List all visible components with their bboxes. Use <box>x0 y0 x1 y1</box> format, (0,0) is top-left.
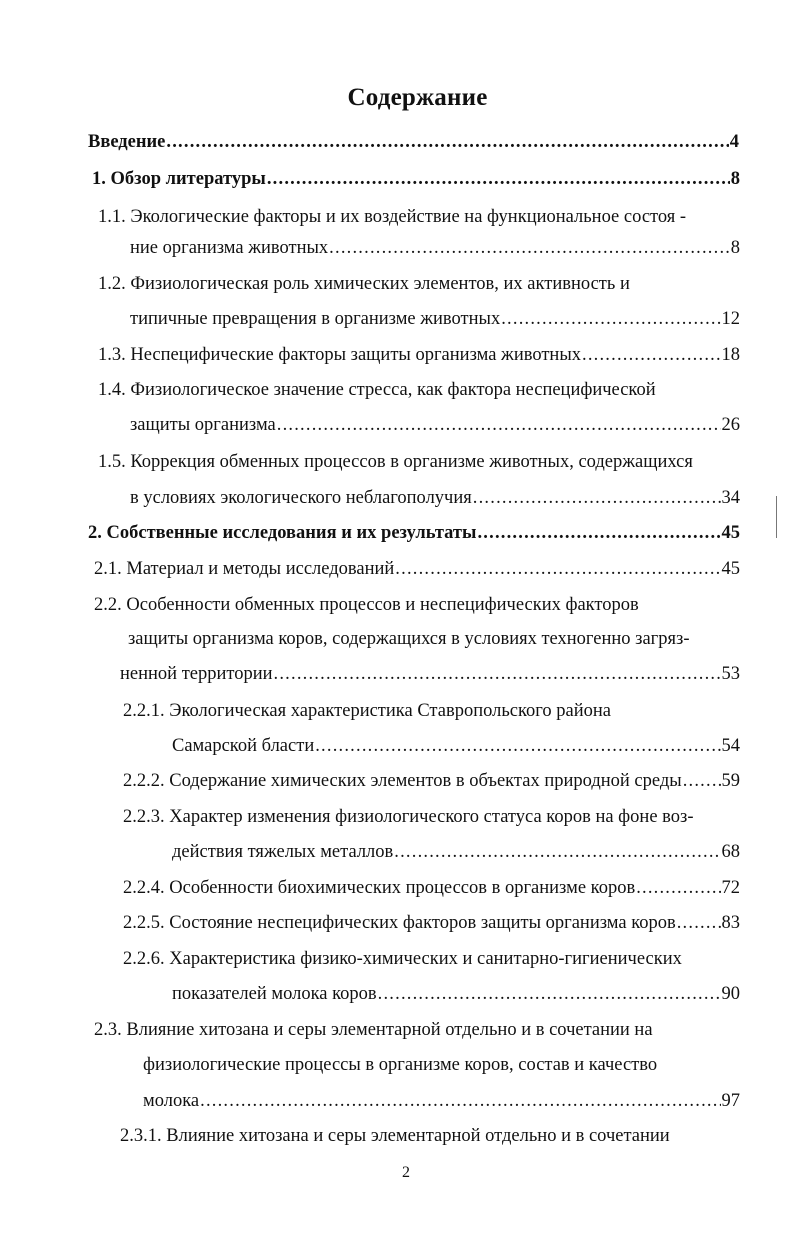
toc-entry-2-2-line-2[interactable]: защиты организма коров, содержащихся в условиях техногенно загряз- <box>128 629 690 649</box>
toc-entry-2-2[interactable] <box>120 662 740 686</box>
toc-page-number: 54 <box>721 736 740 756</box>
toc-entry-text: 2.1. Материал и методы исследований <box>94 559 395 579</box>
toc-entry-text: в условиях экологического неблагополучия <box>130 488 472 508</box>
toc-leader-dots <box>636 876 720 900</box>
toc-entry-2-2-1[interactable] <box>172 734 740 758</box>
toc-leader-dots <box>315 734 720 758</box>
toc-entry-text: 2.2.4. Особенности биохимических процессов в организме коров <box>123 878 636 898</box>
toc-entry-2-2-6[interactable] <box>172 982 740 1006</box>
toc-leader-dots <box>378 982 721 1006</box>
toc-entry-1-2[interactable] <box>130 307 740 331</box>
toc-entry-2-2-1-line-1[interactable]: 2.2.1. Экологическая характеристика Ставропольского района <box>123 701 612 721</box>
toc-entry-2-2-5[interactable] <box>123 911 740 935</box>
toc-entry-chapter-2[interactable] <box>88 521 740 545</box>
toc-page-number: 45 <box>721 523 740 543</box>
toc-leader-dots <box>677 911 721 935</box>
toc-entry-2-1[interactable] <box>94 557 740 581</box>
toc-entry-2-2-2[interactable] <box>123 769 740 793</box>
toc-page-number: 8 <box>730 169 740 189</box>
toc-leader-dots <box>683 769 721 793</box>
toc-entry-1-1[interactable] <box>130 236 740 260</box>
toc-entry-text: 2. Собственные исследования и их результаты <box>88 523 477 543</box>
toc-entry-2-3-line-1[interactable]: 2.3. Влияние хитозана и серы элементарной отдельно и в сочетании на <box>94 1020 653 1040</box>
toc-page-number: 90 <box>721 984 740 1004</box>
toc-entry-text: 1.3. Неспецифические факторы защиты организма животных <box>98 345 581 365</box>
toc-page-number: 97 <box>721 1091 740 1111</box>
toc-entry-2-2-3-line-1[interactable]: 2.2.3. Характер изменения физиологического статуса коров на фоне воз- <box>123 807 694 827</box>
toc-page-number: 59 <box>721 771 740 791</box>
toc-leader-dots <box>200 1089 720 1113</box>
toc-entry-text: действия тяжелых металлов <box>172 842 394 862</box>
toc-page-number: 53 <box>721 664 740 684</box>
toc-entry-1-1-line-1[interactable]: 1.1. Экологические факторы и их воздействие на функциональное состоя - <box>98 207 687 227</box>
toc-page-number: 72 <box>721 878 740 898</box>
toc-entry-text: 2.2.5. Состояние неспецифических факторов защиты организма коров <box>123 913 676 933</box>
toc-page-number: 12 <box>721 309 740 329</box>
toc-entry-2-3-line-2[interactable]: физиологические процессы в организме коров, состав и качество <box>143 1055 658 1075</box>
toc-leader-dots <box>166 130 728 154</box>
toc-entry-2-3-1-line-1[interactable]: 2.3.1. Влияние хитозана и серы элементарной отдельно и в сочетании <box>120 1126 670 1146</box>
toc-entry-1-3[interactable] <box>98 343 740 367</box>
toc-entry-introduction[interactable] <box>88 130 739 154</box>
toc-entry-1-5[interactable] <box>130 486 740 510</box>
toc-page-number: 18 <box>721 345 740 365</box>
toc-leader-dots <box>267 167 730 191</box>
toc-entry-text: молока <box>143 1091 200 1111</box>
toc-entry-text: типичные превращения в организме животных <box>130 309 501 329</box>
scan-margin-mark <box>776 496 777 538</box>
toc-entry-2-2-4[interactable] <box>123 876 740 900</box>
toc-entry-text: 2.2.2. Содержание химических элементов в объектах природной среды <box>123 771 682 791</box>
toc-entry-2-2-line-1[interactable]: 2.2. Особенности обменных процессов и неспецифических факторов <box>94 595 639 615</box>
toc-leader-dots <box>473 486 721 510</box>
toc-entry-text: Введение <box>88 132 166 152</box>
toc-entry-chapter-1[interactable] <box>92 167 740 191</box>
toc-page-number: 83 <box>721 913 740 933</box>
toc-page-number: 68 <box>721 842 740 862</box>
page-title: Содержание <box>347 84 488 111</box>
toc-entry-2-2-3[interactable] <box>172 840 740 864</box>
toc-entry-2-2-6-line-1[interactable]: 2.2.6. Характеристика физико-химических и санитарно-гигиенических <box>123 949 682 969</box>
toc-page-number: 26 <box>721 415 740 435</box>
toc-page-number: 45 <box>721 559 740 579</box>
toc-entry-text: показателей молока коров <box>172 984 377 1004</box>
toc-page-number: 4 <box>729 132 739 152</box>
toc-leader-dots <box>582 343 721 367</box>
toc-leader-dots <box>501 307 720 331</box>
toc-entry-1-2-line-1[interactable]: 1.2. Физиологическая роль химических элементов, их активность и <box>98 274 630 294</box>
page-number: 2 <box>402 1164 410 1181</box>
toc-entry-text: защиты организма <box>130 415 276 435</box>
toc-entry-text: ние организма животных <box>130 238 329 258</box>
toc-entry-text: Самарской бласти <box>172 736 315 756</box>
toc-leader-dots <box>395 557 720 581</box>
toc-entry-text: ненной территории <box>120 664 273 684</box>
toc-leader-dots <box>477 521 720 545</box>
toc-leader-dots <box>394 840 720 864</box>
toc-leader-dots <box>277 413 721 437</box>
toc-entry-text: 1. Обзор литературы <box>92 169 266 189</box>
toc-page-number: 34 <box>721 488 740 508</box>
toc-entry-2-3[interactable] <box>143 1089 740 1113</box>
toc-leader-dots <box>329 236 730 260</box>
toc-page-number: 8 <box>730 238 740 258</box>
toc-entry-1-4-line-1[interactable]: 1.4. Физиологическое значение стресса, как фактора неспецифической <box>98 380 656 400</box>
toc-entry-1-5-line-1[interactable]: 1.5. Коррекция обменных процессов в организме животных, содержащихся <box>98 452 693 472</box>
toc-leader-dots <box>274 662 721 686</box>
toc-entry-1-4[interactable] <box>130 413 740 437</box>
